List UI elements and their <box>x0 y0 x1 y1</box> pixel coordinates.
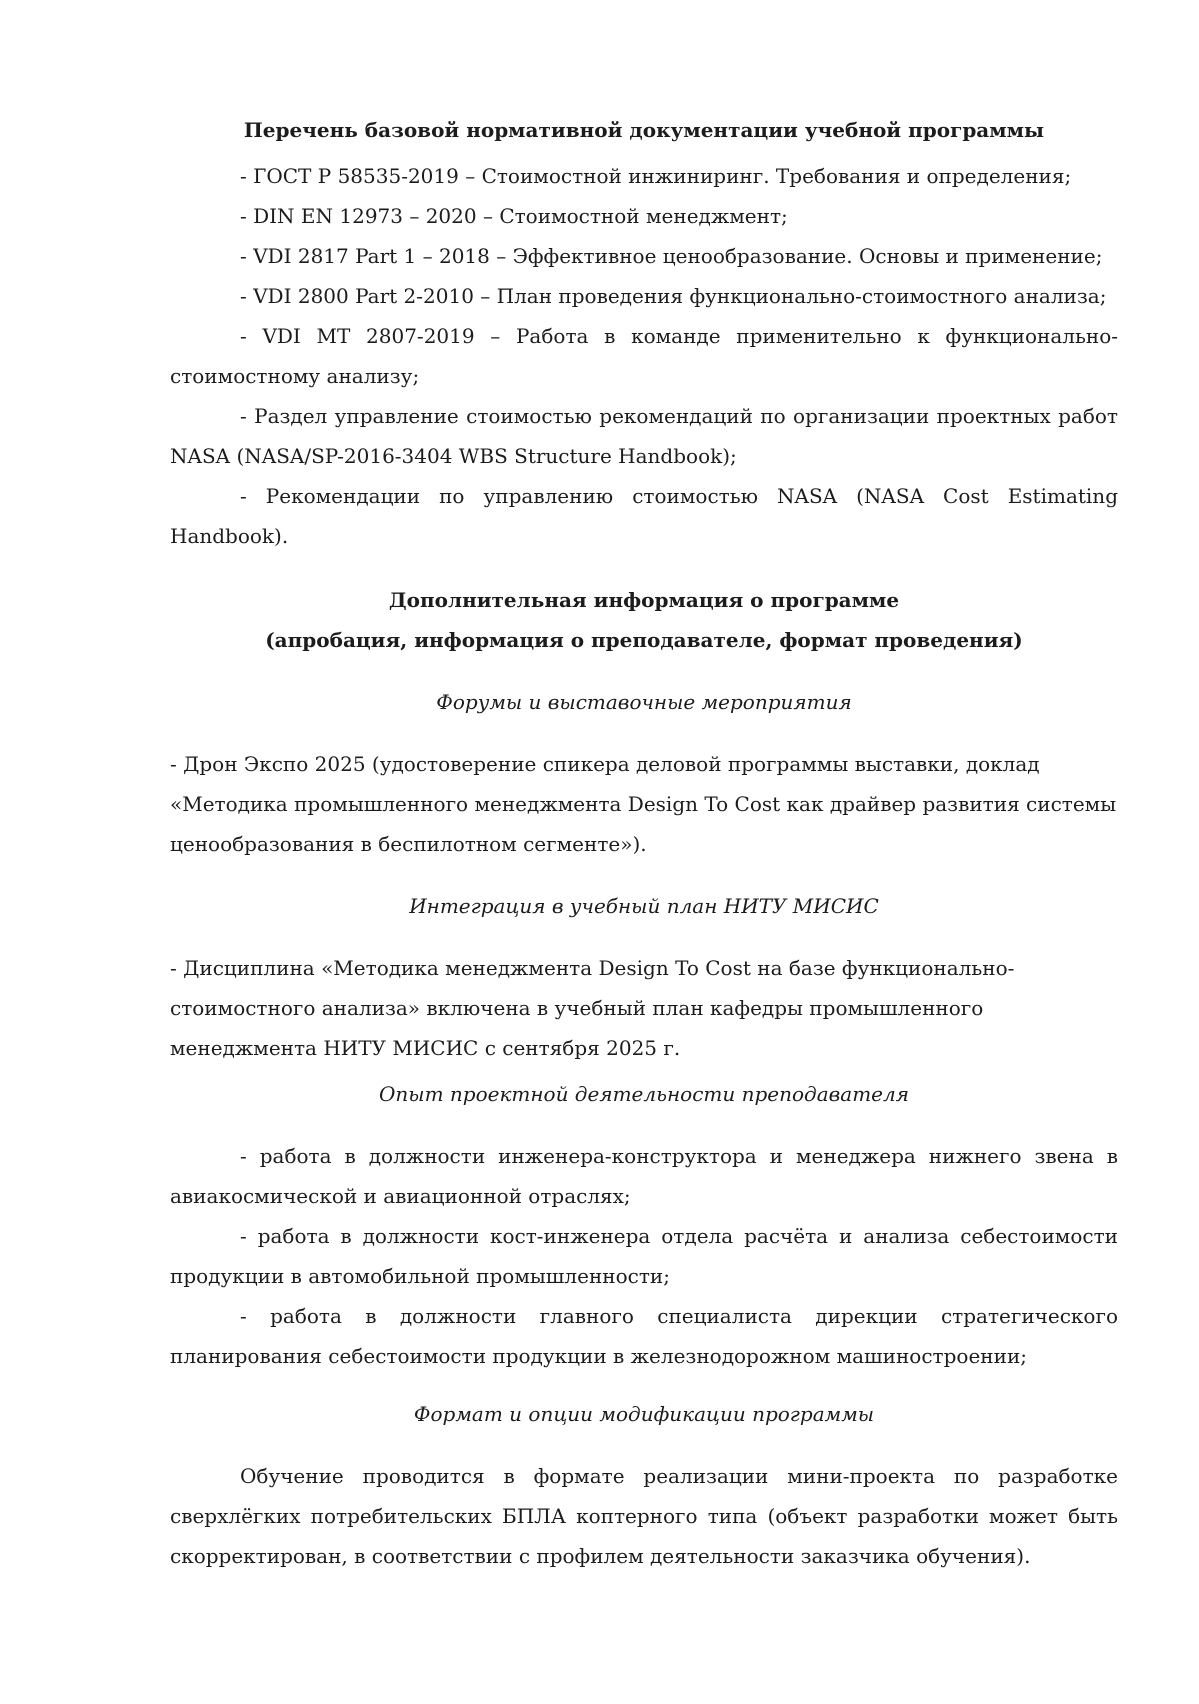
experience-item-aerospace: - работа в должности инженера-конструктора и менеджера нижнего звена в авиакосмической и авиационной отраслях; <box>170 1144 1118 1208</box>
subheading-integration: Интеграция в учебный план НИТУ МИСИС <box>409 894 879 918</box>
list-item-nasa-cost: - Рекомендации по управлению стоимостью NASA (NASA Cost Estimating Handbook). <box>170 484 1118 548</box>
list-item-vdi-2807: - VDI MT 2807-2019 – Работа в команде применительно к функционально-стоимостному анализу; <box>170 324 1118 388</box>
document-page <box>170 110 1118 1576</box>
list-item-vdi-2817: - VDI 2817 Part 1 – 2018 – Эффективное ценообразование. Основы и применение; <box>240 244 1103 268</box>
subheading-forums: Форумы и выставочные мероприятия <box>436 690 852 714</box>
list-item-nasa-wbs: - Раздел управление стоимостью рекомендаций по организации проектных работ NASA (NASA/SP-2016-3404 WBS Structure Handbook); <box>170 404 1118 468</box>
subheading-experience: Опыт проектной деятельности преподавателя <box>379 1082 909 1106</box>
section-title-additional-info: Дополнительная информация о программе <box>388 588 900 612</box>
experience-item-automotive: - работа в должности кост-инженера отдела расчёта и анализа себестоимости продукции в автомобильной промышленности; <box>170 1224 1118 1288</box>
list-item-gost: - ГОСТ Р 58535-2019 – Стоимостной инжиниринг. Требования и определения; <box>240 164 1072 188</box>
paragraph-integration: - Дисциплина «Методика менеджмента Design To Cost на базе функционально-стоимостного анализа» включена в учебный план кафедры промышленного менеджмента НИТУ МИСИС с сентября 2025 г. <box>170 956 1015 1060</box>
list-item-vdi-2800: - VDI 2800 Part 2-2010 – План проведения функционально-стоимостного анализа; <box>240 284 1107 308</box>
experience-item-railway: - работа в должности главного специалиста дирекции стратегического планирования себестоимости продукции в железнодорожном машиностроении; <box>170 1304 1118 1368</box>
section-subtitle-additional-info: (апробация, информация о преподавателе, формат проведения) <box>265 628 1023 652</box>
list-item-din: - DIN EN 12973 – 2020 – Стоимостной менеджмент; <box>240 204 788 228</box>
paragraph-format: Обучение проводится в формате реализации мини-проекта по разработке сверхлёгких потребительских БПЛА коптерного типа (объект разработки может быть скорректирован, в соответствии с профилем деятельности заказчика обучения). <box>170 1464 1118 1568</box>
subheading-format: Формат и опции модификации программы <box>413 1402 875 1426</box>
paragraph-forums: - Дрон Экспо 2025 (удостоверение спикера деловой программы выставки, доклад «Методика промышленного менеджмента Design To Cost как драйвер развития системы ценообразования в беспилотном сегменте»). <box>170 752 1117 856</box>
section-title-normative-docs: Перечень базовой нормативной документации учебной программы <box>243 118 1045 142</box>
